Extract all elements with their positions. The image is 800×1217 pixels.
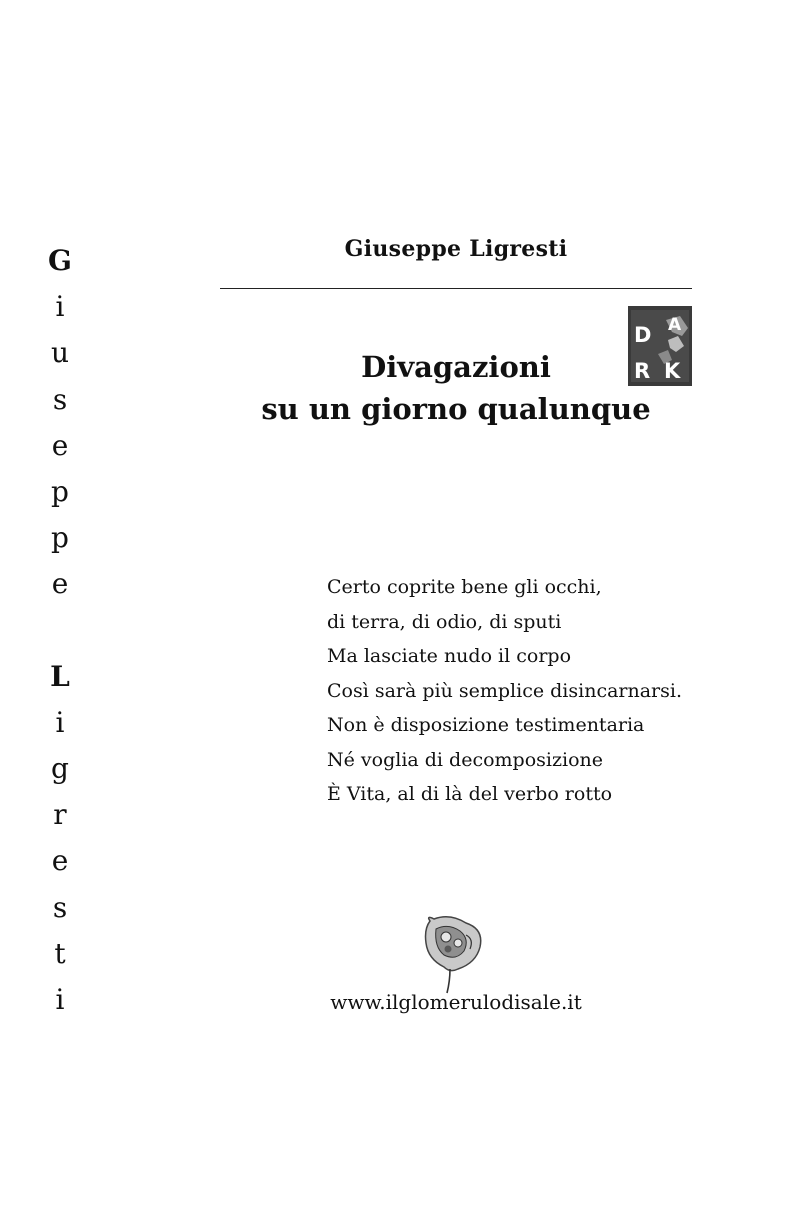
logo-letter: D (634, 323, 652, 347)
poem-line: di terra, di odio, di sputi (327, 610, 562, 633)
spine-letter: r (53, 798, 67, 832)
poem-line: È Vita, al di là del verbo rotto (327, 783, 613, 805)
spine-letter: e (51, 428, 69, 462)
spine-letter: g (51, 752, 69, 786)
title-line: Divagazioni (361, 350, 551, 384)
spine-letter: s (52, 382, 68, 416)
poem-line: Così sarà più semplice disincarnarsi. (327, 679, 683, 702)
spine-letter: i (55, 705, 65, 739)
spine-letter: p (51, 521, 69, 555)
spine-letter: G (48, 244, 72, 277)
glomerulo-emblem-icon (420, 915, 490, 995)
spine-letter: i (55, 983, 65, 1016)
logo-letter: K (664, 359, 681, 383)
book-title (220, 346, 692, 430)
spine-letter: e (51, 844, 69, 878)
poem (327, 570, 682, 812)
logo-letter: R (634, 359, 651, 383)
title-line: su un giorno qualunque (261, 392, 651, 426)
spine-letter: p (51, 474, 69, 508)
spine-letter: u (50, 336, 70, 370)
spine-author-name (40, 238, 80, 1023)
spine-letter: i (55, 290, 65, 324)
logo-letter: A (668, 315, 682, 335)
spine-letter: L (50, 659, 70, 693)
spine-letter: t (54, 936, 66, 970)
poem-line: Non è disposizione testimentaria (327, 714, 645, 736)
spine-letter: s (52, 890, 68, 924)
poem-line: Né voglia di decomposizione (327, 748, 603, 771)
spine-letter: e (51, 567, 69, 601)
publisher-website: www.ilglomerulodisale.it (330, 990, 582, 1014)
poem-line: Ma lasciate nudo il corpo (327, 645, 572, 667)
author-name: Giuseppe Ligresti (344, 236, 568, 262)
poem-line: Certo coprite bene gli occhi, (327, 576, 602, 598)
divider (220, 288, 692, 289)
